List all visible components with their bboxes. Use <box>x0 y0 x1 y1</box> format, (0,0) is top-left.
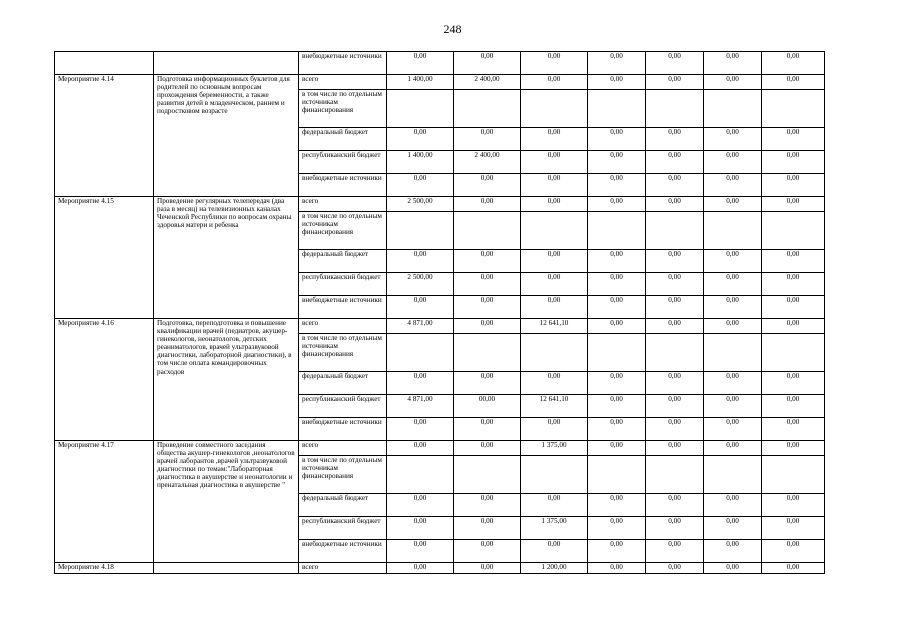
value-cell: 0,00 <box>704 395 762 418</box>
funding-source-cell: республиканский бюджет <box>299 395 387 418</box>
value-cell: 0,00 <box>762 395 825 418</box>
value-cell <box>646 334 704 372</box>
value-cell: 0,00 <box>454 319 521 334</box>
table-row <box>55 197 825 212</box>
value-cell <box>588 90 646 128</box>
value-cell <box>521 212 588 250</box>
value-cell: 0,00 <box>454 273 521 296</box>
value-cell <box>762 334 825 372</box>
value-cell: 0,00 <box>646 250 704 273</box>
measure-id-cell: Мероприятие 4.18 <box>55 563 154 574</box>
value-cell: 0,00 <box>588 174 646 197</box>
value-cell: 0,00 <box>704 372 762 395</box>
value-cell: 0,00 <box>588 128 646 151</box>
value-cell: 0,00 <box>646 441 704 456</box>
value-cell: 0,00 <box>588 296 646 319</box>
value-cell: 0,00 <box>646 151 704 174</box>
value-cell: 0,00 <box>521 494 588 517</box>
value-cell: 0,00 <box>588 441 646 456</box>
value-cell: 0,00 <box>704 441 762 456</box>
measure-id-cell: Мероприятие 4.17 <box>55 441 154 563</box>
value-cell: 0,00 <box>704 52 762 75</box>
value-cell <box>704 334 762 372</box>
value-cell: 0,00 <box>762 250 825 273</box>
value-cell: 0,00 <box>387 250 454 273</box>
value-cell: 0,00 <box>704 197 762 212</box>
value-cell: 0,00 <box>646 540 704 563</box>
value-cell: 0,00 <box>588 52 646 75</box>
value-cell: 0,00 <box>704 418 762 441</box>
funding-source-cell: всего <box>299 319 387 334</box>
value-cell: 0,00 <box>454 128 521 151</box>
value-cell: 2 500,00 <box>387 273 454 296</box>
value-cell: 0,00 <box>454 197 521 212</box>
value-cell <box>454 456 521 494</box>
funding-source-cell: федеральный бюджет <box>299 372 387 395</box>
funding-source-cell: федеральный бюджет <box>299 494 387 517</box>
value-cell <box>521 334 588 372</box>
measure-name-cell <box>154 52 299 75</box>
value-cell: 0,00 <box>387 52 454 75</box>
value-cell: 0,00 <box>762 52 825 75</box>
value-cell: 0,00 <box>387 372 454 395</box>
value-cell <box>454 90 521 128</box>
value-cell: 0,00 <box>762 441 825 456</box>
value-cell: 0,00 <box>521 197 588 212</box>
value-cell: 0,00 <box>387 563 454 574</box>
measure-id-cell: Мероприятие 4.15 <box>55 197 154 319</box>
value-cell: 0,00 <box>704 517 762 540</box>
value-cell: 0,00 <box>646 563 704 574</box>
value-cell: 0,00 <box>454 517 521 540</box>
value-cell <box>646 90 704 128</box>
value-cell: 0,00 <box>646 273 704 296</box>
value-cell: 0,00 <box>762 563 825 574</box>
value-cell: 0,00 <box>704 128 762 151</box>
value-cell: 0,00 <box>762 540 825 563</box>
value-cell: 0,00 <box>521 174 588 197</box>
value-cell: 0,00 <box>762 273 825 296</box>
value-cell: 0,00 <box>704 296 762 319</box>
page-number: 248 <box>443 22 462 36</box>
table-row <box>55 52 825 75</box>
value-cell: 0,00 <box>454 296 521 319</box>
value-cell: 0,00 <box>762 151 825 174</box>
value-cell: 0,00 <box>704 563 762 574</box>
funding-source-cell: внебюджетные источники <box>299 52 387 75</box>
value-cell <box>521 90 588 128</box>
value-cell: 0,00 <box>454 372 521 395</box>
value-cell: 0,00 <box>704 151 762 174</box>
funding-source-cell: республиканский бюджет <box>299 273 387 296</box>
measure-name-cell: Подготовка информационных буклетов для родителей по основным вопросам прохождения беременности, а также развития детей в младенческом, раннем и подростковом возрасте <box>154 75 299 197</box>
value-cell: 0,00 <box>588 517 646 540</box>
value-cell: 0,00 <box>454 52 521 75</box>
value-cell <box>521 456 588 494</box>
value-cell: 0,00 <box>588 273 646 296</box>
value-cell: 0,00 <box>588 418 646 441</box>
value-cell: 1 375,00 <box>521 517 588 540</box>
value-cell: 12 641,10 <box>521 395 588 418</box>
value-cell: 12 641,10 <box>521 319 588 334</box>
value-cell: 0,00 <box>521 372 588 395</box>
measure-id-cell: Мероприятие 4.16 <box>55 319 154 441</box>
value-cell: 0,00 <box>521 75 588 90</box>
measure-name-cell: Подготовка, переподготовка и повышение квалификации врачей (педиатров, акушер-гинекологов, неонатологов, детских реаниматологов, врачей ультразвуковой диагностики, лабораторной диагностики), в том числе оплата командировочных расходов <box>154 319 299 441</box>
value-cell: 0,00 <box>646 517 704 540</box>
value-cell: 0,00 <box>387 296 454 319</box>
value-cell: 0,00 <box>704 494 762 517</box>
value-cell: 0,00 <box>454 494 521 517</box>
value-cell: 0,00 <box>646 296 704 319</box>
value-cell: 1 200,00 <box>521 563 588 574</box>
funding-source-cell: федеральный бюджет <box>299 250 387 273</box>
value-cell: 0,00 <box>646 197 704 212</box>
funding-source-cell: федеральный бюджет <box>299 128 387 151</box>
funding-source-cell: в том числе по отдельным источникам финансирования <box>299 456 387 494</box>
value-cell <box>588 456 646 494</box>
value-cell: 0,00 <box>588 151 646 174</box>
value-cell <box>387 334 454 372</box>
value-cell: 0,00 <box>454 418 521 441</box>
value-cell: 0,00 <box>454 174 521 197</box>
value-cell: 0,00 <box>588 563 646 574</box>
value-cell: 0,00 <box>387 494 454 517</box>
measure-name-cell <box>154 563 299 574</box>
value-cell <box>704 212 762 250</box>
value-cell: 0,00 <box>704 250 762 273</box>
table-row <box>55 441 825 456</box>
value-cell: 0,00 <box>646 372 704 395</box>
funding-source-cell: всего <box>299 441 387 456</box>
value-cell: 0,00 <box>762 174 825 197</box>
value-cell: 0,00 <box>588 75 646 90</box>
value-cell: 0,00 <box>762 197 825 212</box>
value-cell: 0,00 <box>704 540 762 563</box>
value-cell: 0,00 <box>762 372 825 395</box>
funding-source-cell: внебюджетные источники <box>299 174 387 197</box>
funding-source-cell: всего <box>299 563 387 574</box>
value-cell <box>704 90 762 128</box>
value-cell: 0,00 <box>588 395 646 418</box>
measure-id-cell: Мероприятие 4.14 <box>55 75 154 197</box>
value-cell: 0,00 <box>521 128 588 151</box>
value-cell <box>762 212 825 250</box>
value-cell: 0,00 <box>521 250 588 273</box>
value-cell: 2 500,00 <box>387 197 454 212</box>
value-cell <box>762 456 825 494</box>
measure-name-cell: Проведение регулярных телепередач (два раза в месяц) на телевизионных каналах Чеченской Республики по вопросам охраны здоровья матери и ребенка <box>154 197 299 319</box>
value-cell: 0,00 <box>387 174 454 197</box>
measure-id-cell <box>55 52 154 75</box>
table-row <box>55 563 825 574</box>
value-cell: 2 400,00 <box>454 151 521 174</box>
funding-source-cell: республиканский бюджет <box>299 517 387 540</box>
value-cell: 0,00 <box>521 418 588 441</box>
funding-source-cell: всего <box>299 197 387 212</box>
value-cell <box>387 90 454 128</box>
table-body <box>55 52 825 574</box>
value-cell: 0,00 <box>387 441 454 456</box>
value-cell: 2 400,00 <box>454 75 521 90</box>
value-cell: 0,00 <box>588 372 646 395</box>
value-cell: 0,00 <box>387 128 454 151</box>
value-cell: 0,00 <box>454 250 521 273</box>
funding-source-cell: внебюджетные источники <box>299 418 387 441</box>
value-cell: 0,00 <box>704 75 762 90</box>
funding-source-cell: в том числе по отдельным источникам финансирования <box>299 90 387 128</box>
table-row <box>55 319 825 334</box>
funding-source-cell: внебюджетные источники <box>299 296 387 319</box>
value-cell <box>454 334 521 372</box>
value-cell <box>762 90 825 128</box>
value-cell: 0,00 <box>646 128 704 151</box>
value-cell: 0,00 <box>387 418 454 441</box>
value-cell: 0,00 <box>588 494 646 517</box>
value-cell: 0,00 <box>588 319 646 334</box>
value-cell: 0,00 <box>454 540 521 563</box>
value-cell: 0,00 <box>454 563 521 574</box>
table-row <box>55 75 825 90</box>
value-cell: 1 375,00 <box>521 441 588 456</box>
value-cell <box>387 456 454 494</box>
value-cell: 0,00 <box>762 418 825 441</box>
value-cell: 0,00 <box>521 151 588 174</box>
value-cell: 0,00 <box>588 250 646 273</box>
value-cell: 1 400,00 <box>387 75 454 90</box>
value-cell: 0,00 <box>646 75 704 90</box>
value-cell: 0,00 <box>704 174 762 197</box>
value-cell <box>588 212 646 250</box>
value-cell <box>588 334 646 372</box>
value-cell: 0,00 <box>521 540 588 563</box>
value-cell: 0,00 <box>704 319 762 334</box>
value-cell: 0,00 <box>646 395 704 418</box>
value-cell: 0,00 <box>521 52 588 75</box>
value-cell: 0,00 <box>387 517 454 540</box>
value-cell: 0,00 <box>646 418 704 441</box>
value-cell: 0,00 <box>521 296 588 319</box>
value-cell: 0,00 <box>762 517 825 540</box>
value-cell: 0,00 <box>646 494 704 517</box>
value-cell <box>387 212 454 250</box>
value-cell <box>646 456 704 494</box>
funding-source-cell: всего <box>299 75 387 90</box>
value-cell: 0,00 <box>762 296 825 319</box>
funding-source-cell: в том числе по отдельным источникам финансирования <box>299 334 387 372</box>
measure-name-cell: Проведение совместного заседания общества акушер-гинекологов ,неонатологов врачей лаборантов ,врачей ультразвуковой диагностики по темам:"Лабораторная диагностика в акушерстве и неонатологии и пренатальная диагностика в акушерстве " <box>154 441 299 563</box>
value-cell: 0,00 <box>387 540 454 563</box>
funding-source-cell: республиканский бюджет <box>299 151 387 174</box>
funding-source-cell: внебюджетные источники <box>299 540 387 563</box>
value-cell: 0,00 <box>762 75 825 90</box>
value-cell: 4 871,00 <box>387 319 454 334</box>
value-cell: 0,00 <box>762 494 825 517</box>
value-cell <box>454 212 521 250</box>
value-cell: 0,00 <box>454 441 521 456</box>
value-cell <box>704 456 762 494</box>
value-cell: 0,00 <box>762 128 825 151</box>
value-cell: 0,00 <box>646 174 704 197</box>
value-cell: 4 871,00 <box>387 395 454 418</box>
funding-source-cell: в том числе по отдельным источникам финансирования <box>299 212 387 250</box>
value-cell: 1 400,00 <box>387 151 454 174</box>
value-cell: 0,00 <box>704 273 762 296</box>
value-cell: 0,00 <box>588 197 646 212</box>
value-cell: 0,00 <box>521 273 588 296</box>
budget-table <box>54 51 825 574</box>
value-cell: 00,00 <box>454 395 521 418</box>
value-cell: 0,00 <box>646 319 704 334</box>
value-cell: 0,00 <box>646 52 704 75</box>
value-cell <box>646 212 704 250</box>
value-cell: 0,00 <box>762 319 825 334</box>
value-cell: 0,00 <box>588 540 646 563</box>
